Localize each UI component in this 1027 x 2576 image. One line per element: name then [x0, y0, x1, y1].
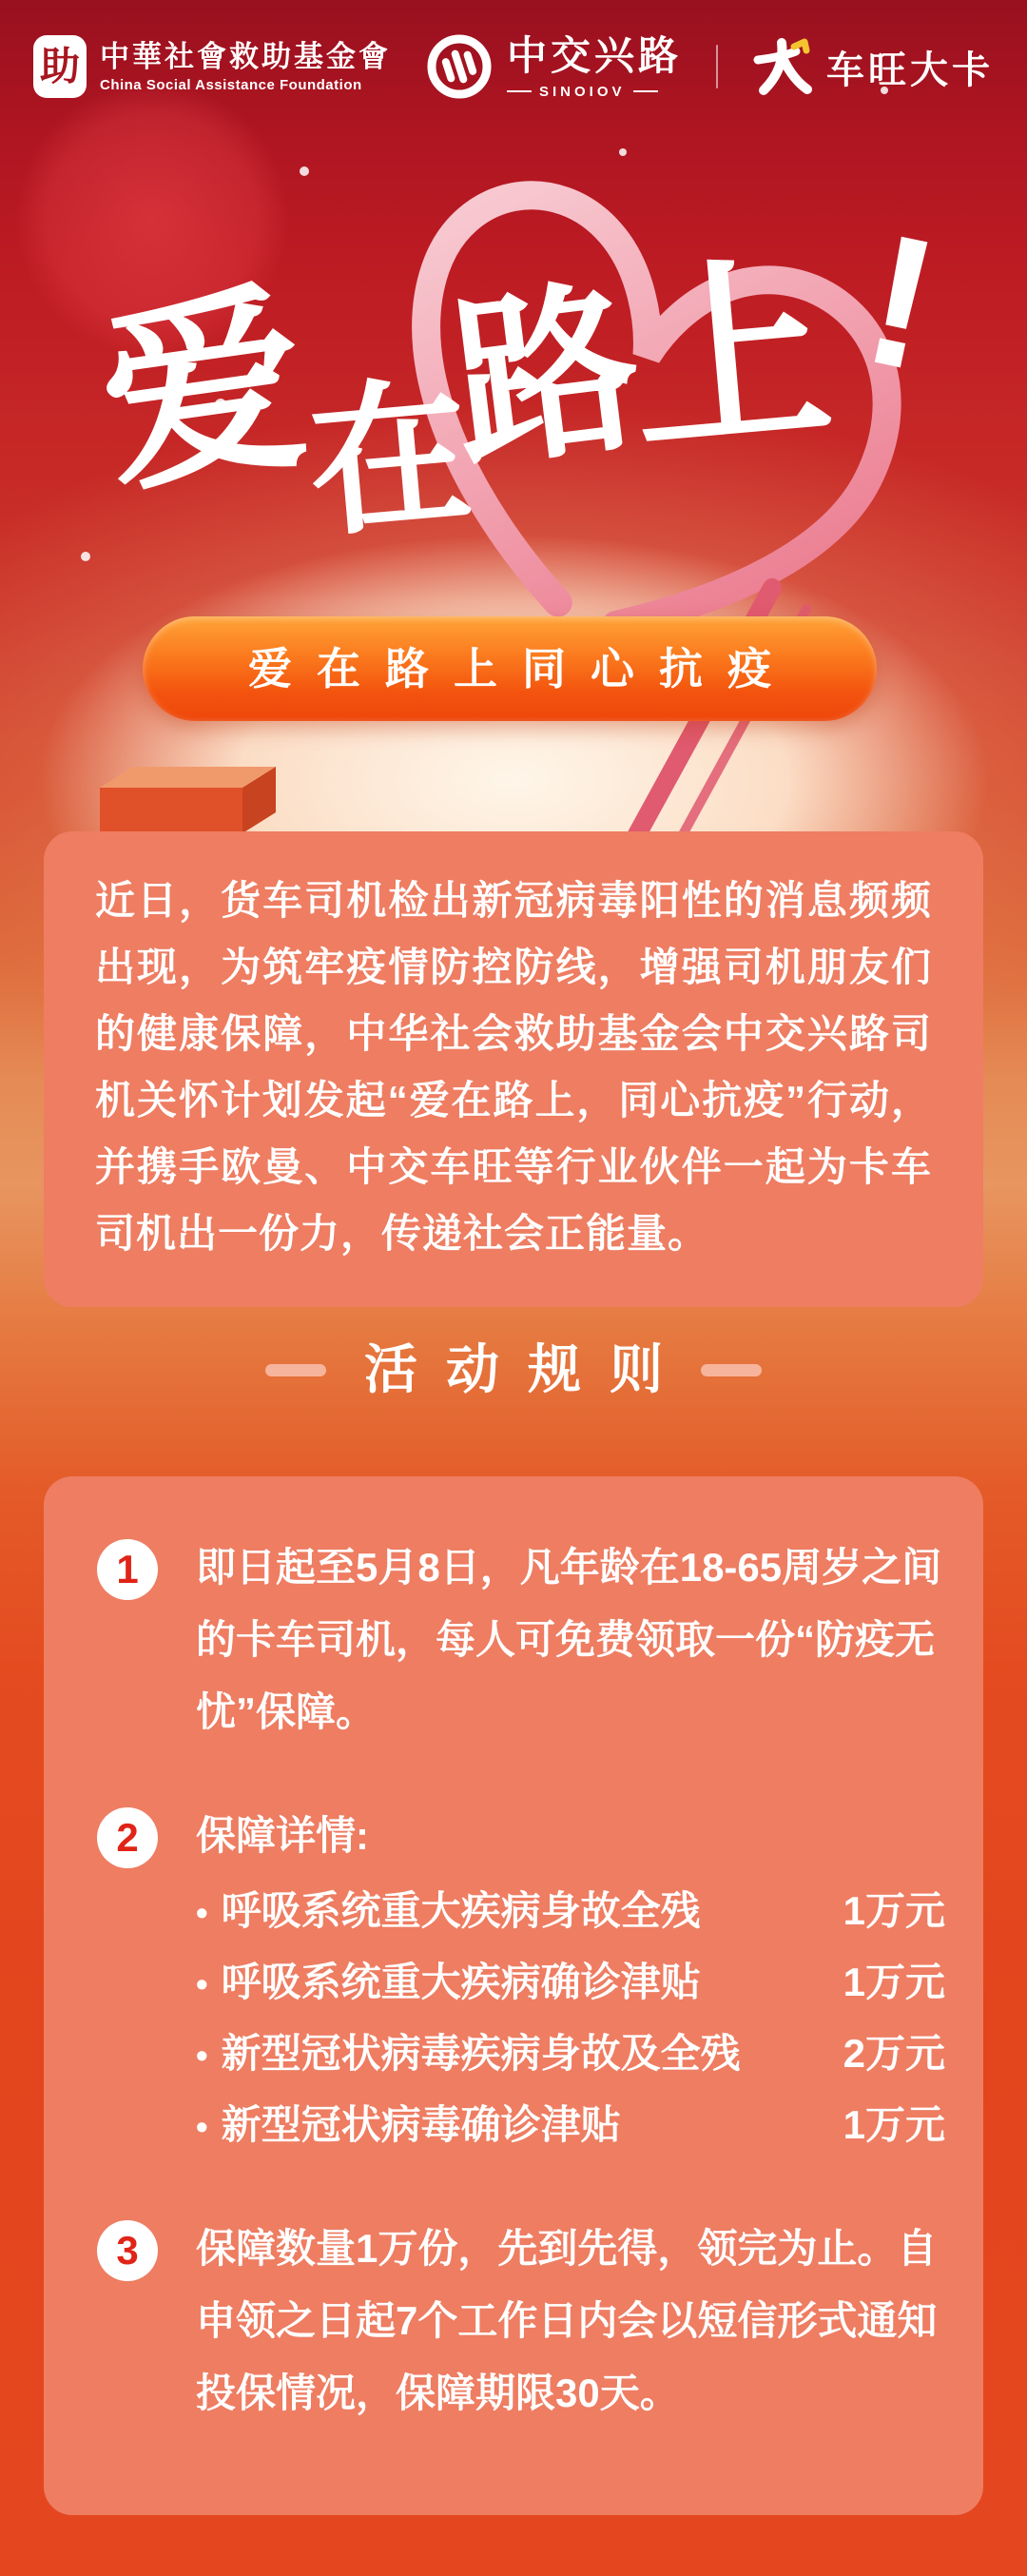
benefits-list: [196, 1876, 945, 2161]
benefit-amount: 1万元: [843, 2102, 945, 2147]
benefit-row: [196, 2090, 945, 2161]
left-rule-line: [507, 90, 532, 92]
bullet-icon: •: [196, 1893, 208, 1932]
benefit-label: 呼吸系统重大疾病确诊津贴: [221, 1960, 701, 2004]
benefit-label: 呼吸系统重大疾病身故全残: [221, 1888, 701, 1933]
hero-title-char: 在: [301, 361, 478, 557]
rule-number-badge: 2: [97, 1807, 158, 1868]
sinoiov-logo: [425, 32, 682, 101]
title-dash-right: [701, 1364, 762, 1376]
rule-text: 即日起至5月8日，凡年龄在18-65周岁之间的卡车司机，每人可免费领取一份“防疫无忧”保障。: [196, 1545, 942, 1734]
partner-logos: [0, 32, 1027, 101]
sinoiov-name-zh: 中交兴路: [506, 33, 682, 79]
rule-item-3: [97, 2213, 945, 2430]
campaign-slogan-label: 爱在路上同心抗疫: [248, 644, 796, 693]
chewang-truck-card-icon: [752, 37, 813, 96]
title-dash-left: [265, 1364, 326, 1376]
sinoiov-name-en-row: [507, 84, 658, 100]
chewang-name: 车旺大卡: [826, 49, 994, 91]
logo-divider: [716, 45, 718, 88]
bullet-icon: •: [196, 2107, 208, 2146]
bullet-icon: •: [196, 2036, 208, 2075]
benefit-row: [196, 1876, 945, 1947]
sinoiov-ring-icon: [425, 32, 494, 101]
campaign-slogan-button[interactable]: [143, 616, 877, 721]
sinoiov-name-en: SINOIOV: [538, 83, 626, 100]
rule-text: 保障数量1万份，先到先得，领完为止。自申领之日起7个工作日内会以短信形式通知投保情况，保障期限30天。: [196, 2226, 938, 2415]
intro-text: 近日，货车司机检出新冠病毒阳性的消息频频出现，为筑牢疫情防控防线，增强司机朋友们的健康保障，中华社会救助基金会中交兴路司机关怀计划发起“爱在路上，同心抗疫”行动，并携手欧曼、中交车旺等行业伙伴一起为卡车司机出一份力，传递社会正能量。: [95, 878, 932, 1256]
hero-title-char: 爱: [87, 264, 320, 517]
intro-panel: [44, 831, 983, 1307]
benefit-amount: 1万元: [843, 1960, 945, 2004]
foundation-name-zh: 中華社會救助基金會: [99, 40, 391, 74]
benefit-amount: 2万元: [843, 2031, 945, 2076]
benefit-label-wrap: [196, 2090, 621, 2161]
benefit-row: [196, 1947, 945, 2019]
hero-title-char: 路: [442, 263, 651, 492]
hero-title-char: !: [849, 193, 954, 411]
rule-number-badge: 1: [97, 1539, 158, 1600]
benefit-label-wrap: [196, 1876, 701, 1947]
podium-box: [100, 767, 276, 833]
rule-item-2: [97, 1800, 945, 2161]
right-rule-line: [633, 90, 658, 92]
rules-section-title: 活动规则: [364, 1339, 691, 1399]
benefit-label-wrap: [196, 2019, 741, 2090]
rule-text: 保障详情:: [196, 1813, 369, 1858]
rule-item-1: [97, 1532, 945, 1748]
foundation-seal-icon: 助: [33, 35, 87, 98]
bullet-icon: •: [196, 1964, 208, 2003]
benefit-amount: 1万元: [843, 1888, 945, 1933]
rules-panel: [44, 1476, 983, 2515]
rule-number-badge: 3: [97, 2220, 158, 2281]
foundation-name-en: China Social Assistance Foundation: [99, 76, 362, 93]
benefit-label: 新型冠状病毒疾病身故及全残: [221, 2031, 741, 2076]
rules-section-title-row: [0, 1339, 1027, 1399]
hero-title-char: 上: [623, 239, 840, 477]
benefit-label-wrap: [196, 1947, 701, 2019]
benefit-label: 新型冠状病毒确诊津贴: [221, 2102, 621, 2147]
benefit-row: [196, 2019, 945, 2090]
chewang-logo: [752, 37, 994, 96]
foundation-logo: [33, 35, 391, 98]
